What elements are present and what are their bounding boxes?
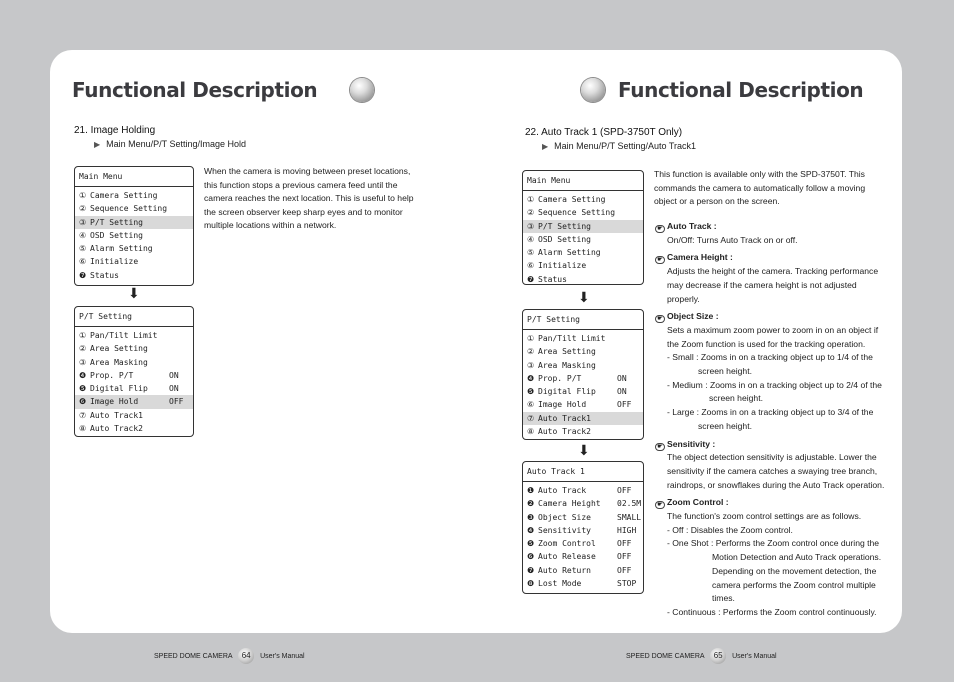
osd-menu-item — [523, 511, 643, 524]
osd-main-menu — [74, 166, 194, 286]
osd-item-label: Pan/Tilt Limit — [90, 331, 158, 340]
osd-item-number: ❼ — [527, 274, 535, 284]
osd-menu-item — [75, 242, 193, 255]
osd-menu-item — [523, 345, 643, 358]
osd-item-number: ❺ — [527, 387, 535, 397]
osd-item-value: ON — [169, 370, 179, 380]
osd-item-label: Auto Track1 — [538, 413, 591, 423]
osd-main-menu — [522, 170, 644, 285]
osd-item-label: Object Size — [538, 512, 591, 522]
osd-item-label: Zoom Control — [538, 539, 596, 549]
osd-item-label: Auto Track — [538, 486, 587, 495]
osd-menu-item — [75, 269, 193, 282]
osd-menu-item — [523, 484, 643, 497]
osd-menu-item — [75, 216, 193, 229]
osd-item-value: OFF — [617, 400, 632, 410]
osd-menu-item — [523, 372, 643, 385]
osd-menu-item — [75, 395, 193, 408]
osd-item-label: P/T Setting — [90, 217, 143, 227]
osd-item-number: ❺ — [527, 539, 535, 549]
osd-item-number: ❼ — [527, 565, 535, 575]
osd-menu-list — [75, 327, 193, 437]
osd-item-value: HIGH — [617, 525, 637, 535]
osd-item-label: Camera Setting — [90, 191, 158, 200]
osd-item-number: ③ — [527, 360, 535, 370]
osd-item-label: Prop. P/T — [90, 370, 134, 380]
option-one-shot: - One Shot : Performs the Zoom control once during the — [667, 538, 880, 549]
osd-item-number: ❹ — [527, 525, 535, 535]
osd-item-number: ② — [79, 344, 87, 354]
osd-menu-item — [523, 233, 643, 246]
osd-item-label: Area Masking — [538, 360, 596, 370]
option-small: - Small : Zooms in on a tracking object up to 1/4 of the — [667, 352, 873, 363]
option-one-shot-cont: Motion Detection and Auto Track operations. Depending on the movement detection, the camera performs the Zoom control multiple times. — [712, 552, 882, 604]
osd-menu-item — [523, 259, 643, 272]
page-title: Functional Description — [618, 78, 864, 102]
option-medium-cont: screen height. — [709, 393, 763, 404]
osd-menu-item — [75, 409, 193, 422]
osd-item-label: Alarm Setting — [90, 244, 153, 254]
osd-item-number: ⑦ — [527, 413, 535, 423]
osd-item-value: ON — [169, 384, 179, 394]
osd-menu-item — [75, 202, 193, 215]
osd-menu-title: Main Menu — [75, 167, 193, 187]
osd-item-label: Auto Track2 — [90, 424, 143, 434]
osd-item-label: Area Setting — [538, 347, 596, 357]
feature-body: Adjusts the height of the camera. Tracking performance may decrease if the camera height is not adjusted properly. — [667, 266, 879, 304]
osd-item-value: OFF — [617, 552, 632, 562]
osd-item-label: Image Hold — [90, 397, 139, 407]
osd-item-label: OSD Setting — [538, 234, 591, 244]
osd-item-label: Alarm Setting — [538, 248, 601, 258]
osd-item-value: ON — [617, 387, 627, 397]
osd-item-label: Area Setting — [90, 344, 148, 354]
option-small-cont: screen height. — [698, 366, 752, 377]
osd-item-label: Area Masking — [90, 357, 148, 367]
feature-body: The object detection sensitivity is adjustable. Lower the sensitivity if the camera catches a swaying tree branch, raindrops, or snowflakes during the Auto Track operation. — [667, 452, 885, 490]
osd-pt-setting-menu — [74, 306, 194, 437]
osd-menu-item — [75, 329, 193, 342]
osd-item-label: Auto Track1 — [90, 410, 143, 420]
osd-item-number: ① — [79, 191, 87, 200]
option-large-cont: screen height. — [698, 420, 752, 431]
feature-heading: Object Size : — [667, 311, 719, 322]
feature-heading: Zoom Control : — [667, 497, 729, 508]
feature-object-size — [655, 310, 887, 433]
osd-menu-title: Auto Track 1 — [523, 462, 643, 482]
footer-right — [626, 648, 777, 664]
osd-item-number: ⑥ — [79, 257, 87, 267]
osd-item-label: Sensitivity — [538, 525, 591, 535]
osd-item-number: ❷ — [527, 499, 535, 509]
section-title: 22. Auto Track 1 (SPD-3750T Only) — [525, 127, 683, 138]
osd-item-label: Status — [538, 274, 567, 284]
osd-menu-item — [523, 193, 643, 206]
osd-menu-item — [523, 550, 643, 563]
osd-item-label: P/T Setting — [538, 221, 591, 231]
footer-manual: User's Manual — [260, 652, 305, 660]
sphere-icon — [581, 78, 605, 102]
osd-menu-item — [523, 273, 643, 286]
manual-spread — [50, 50, 902, 660]
osd-menu-item — [75, 342, 193, 355]
osd-item-number: ❽ — [527, 579, 535, 589]
osd-menu-title: P/T Setting — [523, 310, 643, 330]
osd-item-number: ❸ — [527, 512, 535, 522]
osd-menu-item — [523, 425, 643, 438]
osd-item-value: ON — [617, 373, 627, 383]
osd-menu-item — [523, 246, 643, 259]
osd-menu-item — [75, 369, 193, 382]
osd-menu-item — [523, 359, 643, 372]
osd-menu-title: Main Menu — [523, 171, 643, 191]
osd-item-number: ③ — [527, 221, 535, 231]
option-continuous: - Continuous : Performs the Zoom control continuously. — [667, 606, 877, 617]
hand-pointer-icon: ☛ — [655, 315, 665, 323]
osd-item-value: SMALL — [617, 512, 642, 522]
osd-menu-item — [523, 385, 643, 398]
osd-item-label: Auto Track2 — [538, 427, 591, 437]
osd-menu-item — [523, 206, 643, 219]
osd-item-value: OFF — [169, 397, 184, 407]
osd-item-number: ⑥ — [527, 400, 535, 410]
osd-item-label: Lost Mode — [538, 579, 582, 589]
hand-pointer-icon: ☛ — [655, 225, 665, 233]
feature-body: On/Off: Turns Auto Track on or off. — [667, 234, 798, 245]
feature-body: The function's zoom control settings are as follows. — [667, 511, 862, 522]
osd-menu-item — [523, 524, 643, 537]
osd-item-number: ❹ — [527, 373, 535, 383]
osd-item-label: Status — [90, 270, 119, 280]
osd-item-number: ① — [527, 195, 535, 204]
osd-item-label: OSD Setting — [90, 230, 143, 240]
menu-path-text: Main Menu/P/T Setting/Image Hold — [106, 139, 247, 149]
footer-left — [154, 648, 305, 664]
feature-heading: Sensitivity : — [667, 438, 716, 449]
menu-path — [94, 139, 246, 149]
osd-menu-item — [523, 220, 643, 233]
page-number: 65 — [710, 648, 726, 664]
arrow-down-icon: ⬇ — [578, 442, 590, 458]
osd-menu-item — [75, 255, 193, 268]
osd-item-number: ② — [527, 347, 535, 357]
osd-item-number: ❻ — [79, 397, 87, 407]
feature-body: Sets a maximum zoom power to zoom in on an object if the Zoom function is used for the tracking operation. — [667, 324, 879, 349]
osd-menu-item — [75, 229, 193, 242]
page-number: 64 — [238, 648, 254, 664]
osd-menu-item — [523, 564, 643, 577]
feature-sensitivity — [655, 438, 887, 493]
osd-item-label: Pan/Tilt Limit — [538, 334, 606, 343]
osd-item-number: ① — [79, 331, 87, 340]
osd-menu-item — [523, 332, 643, 345]
osd-menu-list — [523, 330, 643, 440]
feature-list — [655, 220, 887, 620]
osd-item-value: OFF — [617, 486, 632, 495]
osd-menu-item — [75, 422, 193, 435]
osd-item-number: ② — [527, 208, 535, 218]
osd-item-label: Auto Release — [538, 552, 596, 562]
footer-product: SPEED DOME CAMERA — [154, 652, 233, 660]
hand-pointer-icon: ☛ — [655, 256, 665, 264]
osd-menu-title: P/T Setting — [75, 307, 193, 327]
osd-menu-item — [523, 537, 643, 550]
osd-item-value: OFF — [617, 539, 632, 549]
osd-item-value: STOP — [617, 579, 637, 589]
page-title: Functional Description — [72, 78, 318, 102]
osd-item-label: Digital Flip — [538, 387, 596, 397]
option-off: - Off : Disables the Zoom control. — [667, 524, 793, 535]
feature-zoom-control — [655, 496, 887, 619]
osd-menu-list — [75, 187, 193, 284]
osd-item-label: Prop. P/T — [538, 373, 582, 383]
section-title: 21. Image Holding — [74, 125, 156, 136]
sphere-icon — [350, 78, 374, 102]
osd-item-number: ❺ — [79, 384, 87, 394]
osd-item-label: Camera Height — [538, 499, 601, 509]
osd-menu-item — [75, 382, 193, 395]
description-text: When the camera is moving between preset locations, this function stops a previous camera feed until the camera reaches the next location. This is useful to help the screen observer keep sharp eyes and to monitor multiple locations within a network. — [204, 166, 414, 230]
osd-item-label: Initialize — [538, 261, 587, 271]
osd-item-number: ④ — [527, 234, 535, 244]
osd-item-label: Initialize — [90, 257, 139, 267]
osd-item-number: ⑦ — [79, 410, 87, 420]
intro-text: This function is available only with the SPD-3750T. This commands the camera to automatically follow a moving object or a person on the screen. — [654, 169, 866, 206]
osd-menu-list — [523, 191, 643, 288]
osd-item-number: ③ — [79, 217, 87, 227]
feature-heading: Camera Height : — [667, 252, 733, 263]
menu-path-text: Main Menu/P/T Setting/Auto Track1 — [554, 141, 697, 151]
osd-item-number: ⑧ — [79, 424, 87, 434]
osd-item-number: ❻ — [527, 552, 535, 562]
footer-manual: User's Manual — [732, 652, 777, 660]
osd-item-value: 02.5M — [617, 499, 642, 509]
osd-menu-item — [523, 577, 643, 590]
osd-menu-item — [75, 189, 193, 202]
osd-menu-list — [523, 482, 643, 592]
osd-item-number: ⑧ — [527, 427, 535, 437]
feature-camera-height — [655, 251, 887, 306]
footer-product: SPEED DOME CAMERA — [626, 652, 705, 660]
arrow-down-icon: ⬇ — [128, 285, 140, 301]
osd-item-number: ⑤ — [527, 248, 535, 258]
osd-item-number: ⑤ — [79, 244, 87, 254]
osd-item-number: ⑥ — [527, 261, 535, 271]
osd-menu-item — [523, 398, 643, 411]
triangle-right-icon: ▶ — [94, 140, 101, 149]
osd-item-number: ① — [527, 334, 535, 343]
osd-item-label: Sequence Setting — [538, 208, 616, 218]
option-medium: - Medium : Zooms in on a tracking object up to 2/4 of the — [667, 379, 882, 390]
arrow-down-icon: ⬇ — [578, 289, 590, 305]
osd-item-value: OFF — [617, 565, 632, 575]
osd-item-number: ❼ — [79, 270, 87, 280]
osd-auto-track-menu — [522, 461, 644, 594]
osd-item-number: ③ — [79, 357, 87, 367]
option-large: - Large : Zooms in on a tracking object up to 3/4 of the — [667, 407, 874, 418]
osd-item-number: ② — [79, 204, 87, 214]
osd-item-label: Digital Flip — [90, 384, 148, 394]
feature-heading: Auto Track : — [667, 221, 717, 231]
osd-item-number: ❶ — [527, 486, 535, 495]
osd-menu-item — [523, 497, 643, 510]
osd-item-label: Auto Return — [538, 565, 591, 575]
osd-item-label: Sequence Setting — [90, 204, 168, 214]
osd-item-number: ❹ — [79, 370, 87, 380]
osd-item-number: ④ — [79, 230, 87, 240]
triangle-right-icon: ▶ — [542, 142, 549, 151]
feature-auto-track — [655, 220, 887, 247]
hand-pointer-icon: ☛ — [655, 443, 665, 451]
osd-menu-item — [75, 356, 193, 369]
osd-item-label: Image Hold — [538, 400, 587, 410]
osd-item-label: Camera Setting — [538, 195, 606, 204]
menu-path — [542, 141, 696, 151]
osd-pt-setting-menu — [522, 309, 644, 440]
osd-menu-item — [523, 412, 643, 425]
hand-pointer-icon: ☛ — [655, 501, 665, 509]
